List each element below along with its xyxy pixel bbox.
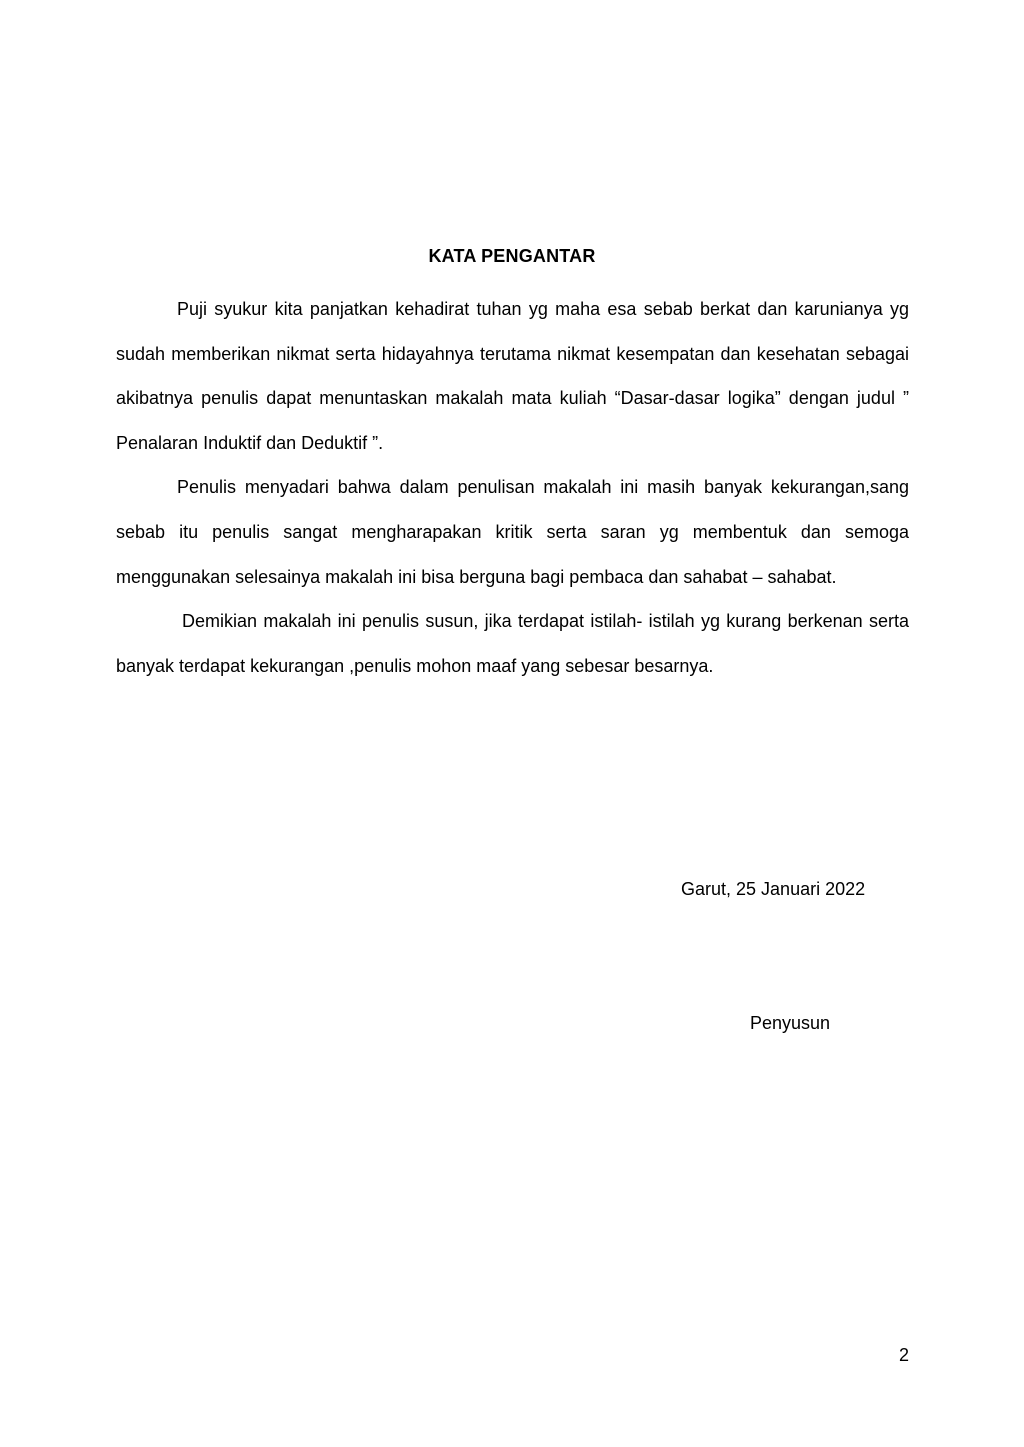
place-date: Garut, 25 Januari 2022 (681, 879, 866, 899)
document-title: KATA PENGANTAR (428, 246, 596, 266)
paragraph-2: Penulis menyadari bahwa dalam penulisan makalah ini masih banyak kekurangan,sang sebab itu penulis sangat mengharapakan kritik serta saran yg membentuk dan semoga menggunakan selesainya makalah ini bisa berguna bagi pembaca dan sahabat – sahabat. (116, 477, 909, 587)
page-number: 2 (898, 1345, 909, 1365)
document-body (116, 287, 909, 688)
author-label: Penyusun (750, 1013, 831, 1033)
paragraph-1: Puji syukur kita panjatkan kehadirat tuhan yg maha esa sebab berkat dan karunianya yg sudah memberikan nikmat serta hidayahnya terutama nikmat kesempatan dan kesehatan sebagai akibatnya penulis dapat menuntaskan makalah mata kuliah “Dasar-dasar logika” dengan judul ” Penalaran Induktif dan Deduktif ”. (116, 299, 909, 453)
paragraph-3: Demikian makalah ini penulis susun, jika terdapat istilah- istilah yg kurang berkenan serta banyak terdapat kekurangan ,penulis mohon maaf yang sebesar besarnya. (116, 611, 909, 676)
